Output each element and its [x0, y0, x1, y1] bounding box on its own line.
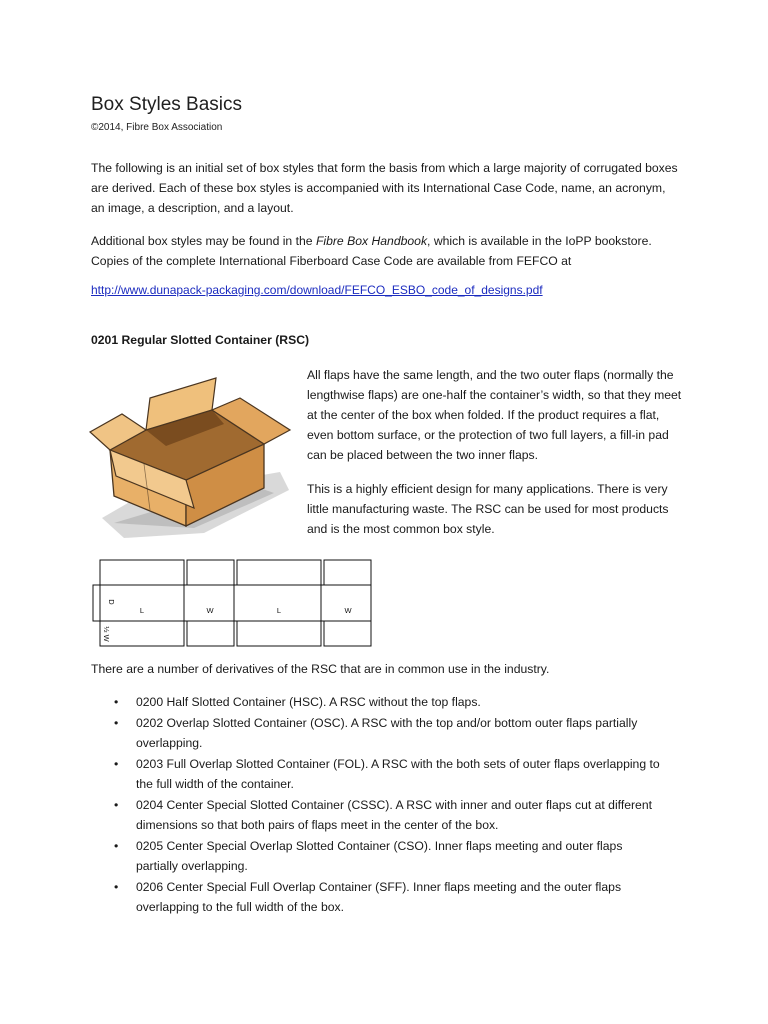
copyright-line: ©2014, Fibre Box Association	[91, 122, 223, 133]
additional-styles-paragraph	[91, 231, 681, 271]
layout-label-w1: W	[206, 606, 214, 615]
list-item-text: 0203 Full Overlap Slotted Container (FOL). A RSC with the both sets of outer flaps overlapping to the full width of the container.	[136, 757, 660, 791]
list-item	[104, 754, 664, 794]
rsc-box-illustration	[84, 368, 298, 544]
list-item	[104, 713, 664, 753]
rsc-description-1: All flaps have the same length, and the two outer flaps (normally the lengthwise flaps) are one-half the container’s width, so that they meet at the center of the box when folded. If the product requires a flat, even bottom surface, or the protection of two full layers, a fill-in pad can be placed between the two inner flaps.	[307, 368, 682, 462]
list-item	[104, 836, 664, 876]
list-item	[104, 795, 664, 835]
rsc-description-2: This is a highly efficient design for many applications. There is very little manufacturing waste. The RSC can be used for most products and is the most common box style.	[307, 482, 669, 536]
bullet-icon: •	[114, 880, 119, 894]
handbook-title: Fibre Box Handbook	[315, 234, 428, 248]
derivatives-list	[104, 692, 664, 918]
list-item-text: 0202 Overlap Slotted Container (OSC). A RSC with the top and/or bottom outer flaps partially overlapping.	[136, 716, 638, 750]
additional-text-before: Additional box styles may be found in the	[91, 234, 316, 248]
bullet-icon: •	[114, 839, 119, 853]
derivatives-intro: There are a number of derivatives of the RSC that are in common use in the industry.	[91, 662, 550, 676]
document-title: Box Styles Basics	[91, 94, 242, 115]
additional-text-after: , which is available in the IoPP bookstore. Copies of the complete International Fiberboard Case Code are available from FEFCO at	[91, 234, 652, 268]
list-item-text: 0206 Center Special Full Overlap Container (SFF). Inner flaps meeting and the outer flaps overlapping to the full width of the box.	[136, 880, 622, 914]
layout-label-half-width: ½ W	[102, 626, 111, 642]
layout-label-depth: D	[107, 599, 116, 605]
list-item	[104, 692, 664, 712]
layout-label-l1: L	[139, 606, 145, 615]
list-item-text: 0205 Center Special Overlap Slotted Container (CSO). Inner flaps meeting and outer flaps partially overlapping.	[136, 839, 623, 873]
bullet-icon: •	[114, 757, 119, 771]
list-item	[104, 877, 664, 917]
bullet-icon: •	[114, 716, 119, 730]
intro-paragraph: The following is an initial set of box styles that form the basis from which a large majority of corrugated boxes are derived. Each of these box styles is accompanied with its International Case Code, name, an acronym, an image, a description, and a layout.	[91, 161, 678, 215]
layout-label-l2: L	[276, 606, 282, 615]
layout-label-w2: W	[344, 606, 352, 615]
rsc-section-heading: 0201 Regular Slotted Container (RSC)	[91, 333, 310, 347]
bullet-icon: •	[114, 695, 119, 709]
list-item-text: 0200 Half Slotted Container (HSC). A RSC without the top flaps.	[136, 695, 481, 709]
list-item-text: 0204 Center Special Slotted Container (CSSC). A RSC with inner and outer flaps cut at different dimensions so that both pairs of flaps meet in the center of the box.	[136, 798, 652, 832]
rsc-layout-diagram	[92, 558, 376, 648]
bullet-icon: •	[114, 798, 119, 812]
fefco-link[interactable]: http://www.dunapack-packaging.com/download/FEFCO_ESBO_code_of_designs.pdf	[91, 283, 543, 297]
